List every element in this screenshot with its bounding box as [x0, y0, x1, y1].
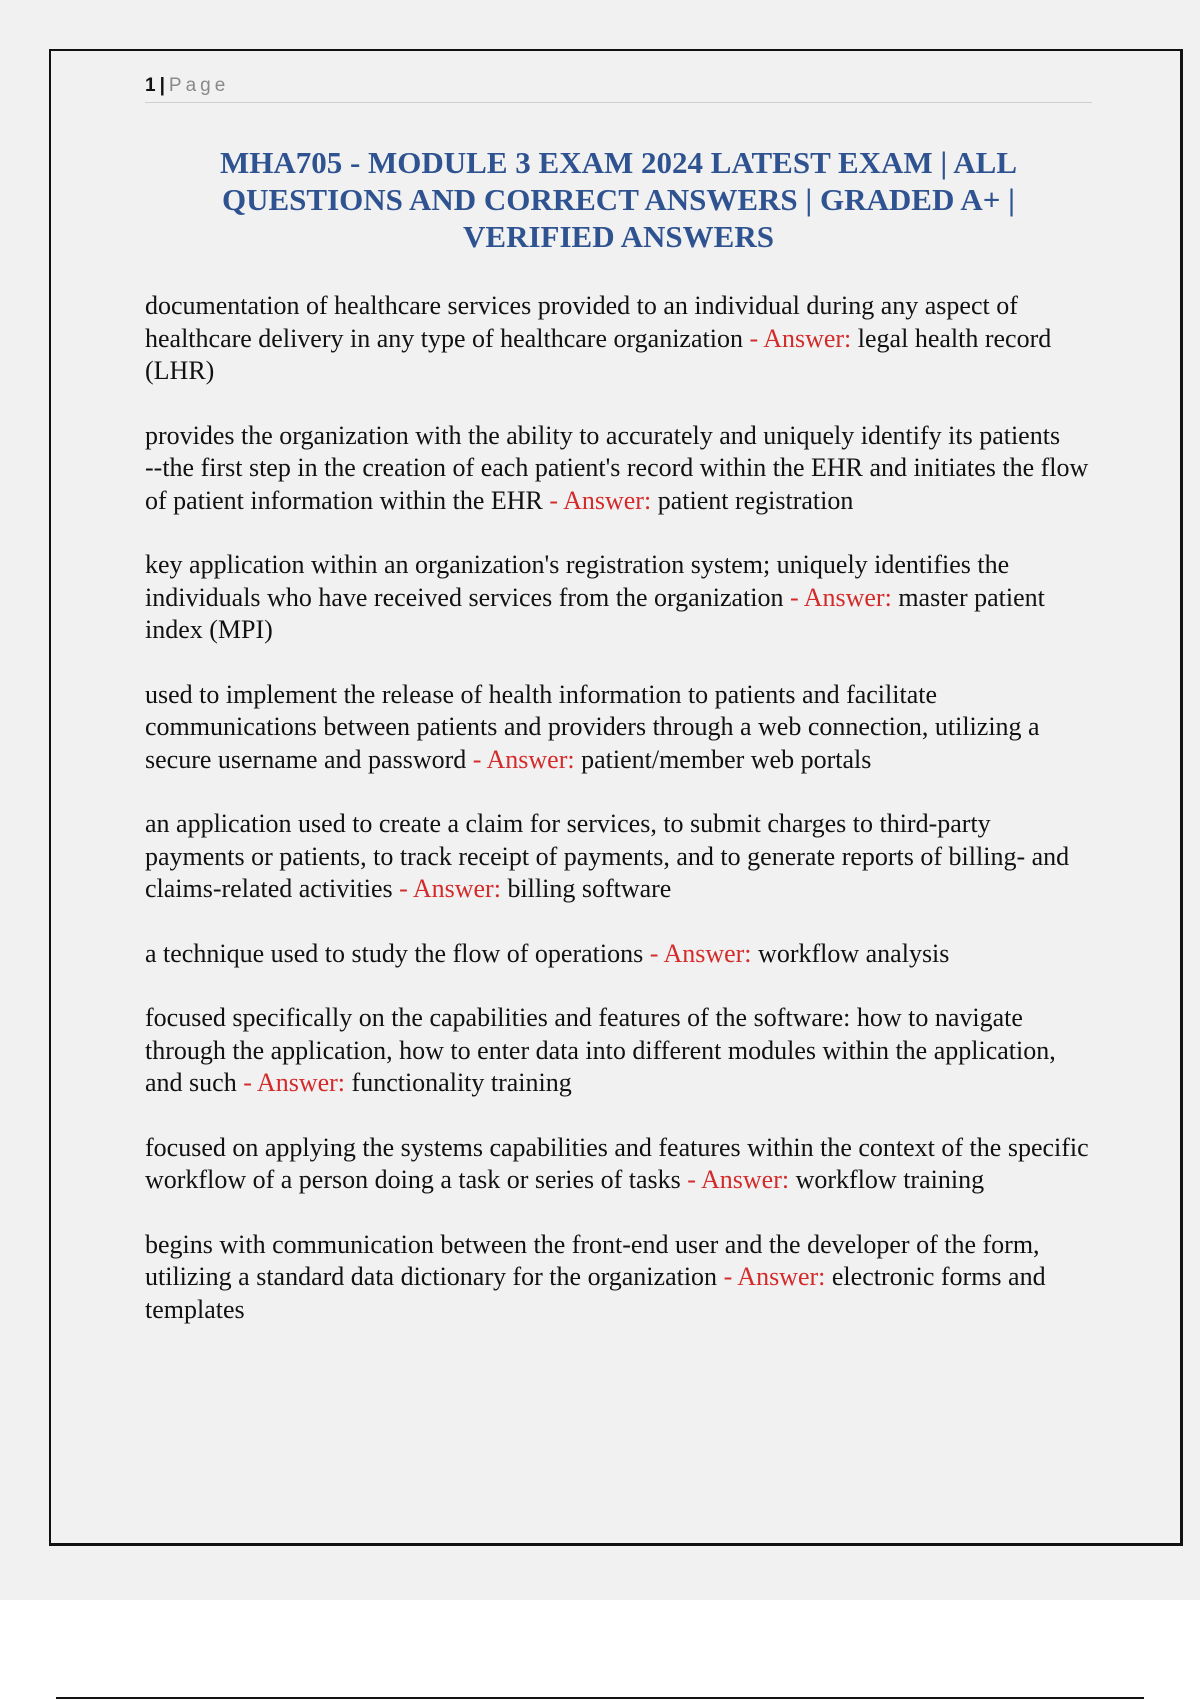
answer-text: legal health record (LHR) [145, 323, 1052, 385]
answer-label: - Answer: [687, 1165, 790, 1194]
qa-item [145, 679, 1095, 777]
page-header-separator: | [159, 75, 165, 96]
page-header [145, 74, 1092, 103]
answer-text: workflow analysis [758, 938, 950, 968]
question-text: key application within an organization's registration system; uniquely identifies the individuals who have received services from the organization [145, 550, 1010, 612]
qa-item [145, 549, 1095, 647]
answer-label: - Answer: [399, 874, 501, 903]
answer-label: - Answer: [749, 323, 852, 353]
question-text: focused on applying the systems capabilities and features within the context of the specific workflow of a person doing a task or series of tasks [145, 1132, 1089, 1194]
qa-item [145, 1229, 1095, 1327]
question-text: an application used to create a claim for services, to submit charges to third-party payments or patients, to track receipt of payments, and to generate reports of billing- and claims-related activities [145, 809, 1070, 903]
answer-text: master patient index (MPI) [145, 582, 1045, 644]
answer-text: electronic forms and templates [145, 1262, 1046, 1324]
answer-label: - Answer: [649, 938, 752, 968]
qa-item [145, 1002, 1095, 1100]
qa-item [145, 938, 1095, 971]
next-page-top-rule [56, 1697, 1144, 1699]
answer-text: patient registration [657, 485, 854, 515]
answer-text: workflow training [795, 1165, 985, 1194]
qa-item [145, 420, 1095, 518]
answer-label: - Answer: [549, 485, 652, 515]
question-text: begins with communication between the front-end user and the developer of the form, utilizing a standard data dictionary for the organization [145, 1229, 1040, 1291]
question-text: documentation of healthcare services provided to an individual during any aspect of healthcare delivery in any type of healthcare organization [145, 291, 1018, 353]
question-text: used to implement the release of health information to patients and facilitate communications between patients and providers through a web connection, utilizing a secure username and password [145, 679, 1040, 774]
title-line-3: VERIFIED ANSWERS [463, 219, 774, 254]
question-text-continued: --the first step in the creation of each patient's record within the EHR and initiates the flow of patient information within the EHR [145, 453, 1089, 515]
qa-item [145, 1132, 1095, 1197]
answer-label: - Answer: [723, 1262, 826, 1291]
qa-item [145, 290, 1095, 388]
answer-label: - Answer: [472, 744, 575, 774]
question-text: focused specifically on the capabilities and features of the software: how to navigate through the application, how to enter data into different modules within the application, and such [145, 1003, 1056, 1097]
answer-text: billing software [507, 874, 672, 903]
question-text: a technique used to study the flow of operations [145, 938, 644, 968]
title-line-2: QUESTIONS AND CORRECT ANSWERS | GRADED A+ | [222, 182, 1015, 217]
answer-text: functionality training [351, 1068, 572, 1097]
qa-item [145, 808, 1095, 906]
title-line-1: MHA705 - MODULE 3 EXAM 2024 LATEST EXAM | ALL [219, 145, 1018, 180]
page-word: Page [168, 75, 230, 96]
document-title [145, 144, 1092, 255]
qa-list [145, 290, 1095, 1358]
answer-label: - Answer: [243, 1068, 346, 1097]
answer-text: patient/member web portals [581, 744, 872, 774]
question-text: provides the organization with the ability to accurately and uniquely identify its patients [145, 420, 1061, 450]
answer-label: - Answer: [789, 582, 892, 612]
page-number: 1 [145, 75, 156, 96]
